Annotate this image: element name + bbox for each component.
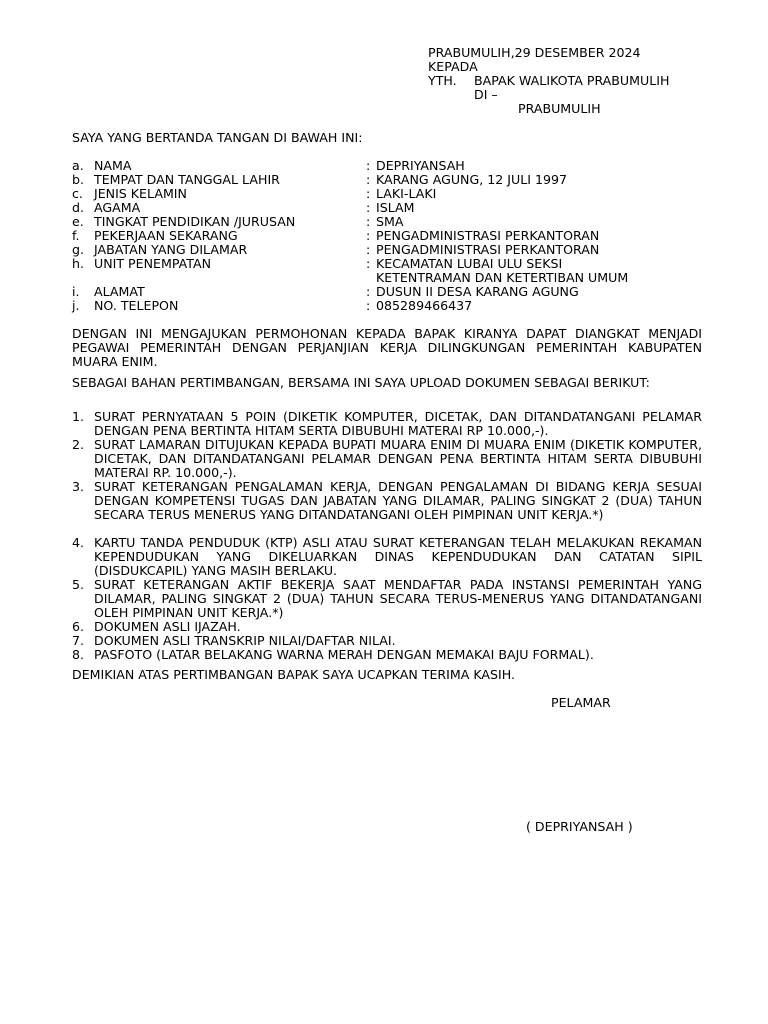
field-label: JENIS KELAMIN — [94, 186, 187, 201]
field-colon: : — [366, 242, 371, 257]
field-letter: j. — [72, 298, 80, 313]
field-value: KARANG AGUNG, 12 JULI 1997 — [376, 172, 567, 187]
list-text: DOKUMEN ASLI IJAZAH. — [94, 619, 241, 634]
field-letter: f. — [72, 228, 80, 243]
list-text: DOKUMEN ASLI TRANSKRIP NILAI/DAFTAR NILAI. — [94, 633, 396, 648]
list-text: KARTU TANDA PENDUDUK (KTP) ASLI ATAU SURAT KETERANGAN TELAH MELAKUKAN REKAMAN KEPENDUDUKAN YANG DIKELUARKAN DINAS KEPENDUDUKAN DAN CATATAN SIPIL (DISDUKCAPIL) YANG MASIH BERLAKU. — [94, 535, 702, 578]
list-number: 6. — [72, 619, 85, 634]
field-label: ALAMAT — [94, 284, 145, 299]
field-colon: : — [366, 256, 371, 271]
field-letter: d. — [72, 200, 84, 215]
field-letter: h. — [72, 256, 84, 271]
field-letter: a. — [72, 158, 84, 173]
list-number: 1. — [72, 409, 85, 424]
field-colon: : — [366, 228, 371, 243]
list-number: 7. — [72, 633, 85, 648]
recipient-name: BAPAK WALIKOTA PRABUMULIH — [474, 73, 670, 88]
place-date: PRABUMULIH,29 DESEMBER 2024 — [428, 45, 641, 60]
list-text: PASFOTO (LATAR BELAKANG WARNA MERAH DENGAN MEMAKAI BAJU FORMAL). — [94, 647, 594, 662]
field-letter: i. — [72, 284, 80, 299]
closing-line: DEMIKIAN ATAS PERTIMBANGAN BAPAK SAYA UCAPKAN TERIMA KASIH. — [72, 667, 515, 682]
field-colon: : — [366, 200, 371, 215]
documents-intro: SEBAGAI BAHAN PERTIMBANGAN, BERSAMA INI SAYA UPLOAD DOKUMEN SEBAGAI BERIKUT: — [72, 375, 650, 390]
field-colon: : — [366, 284, 371, 299]
field-colon: : — [366, 298, 371, 313]
field-letter: e. — [72, 214, 84, 229]
field-value: PENGADMINISTRASI PERKANTORAN — [376, 242, 600, 257]
to-label: KEPADA — [428, 59, 478, 74]
intro-line: SAYA YANG BERTANDA TANGAN DI BAWAH INI: — [72, 130, 363, 145]
list-text: SURAT LAMARAN DITUJUKAN KEPADA BUPATI MUARA ENIM DI MUARA ENIM (DIKETIK KOMPUTER, DICETAK, DAN DITANDATANGANI PELAMAR DENGAN PENA BERTINTA HITAM SERTA DIBUBUHI MATERAI RP. 10.000,-). — [94, 437, 702, 480]
field-label: UNIT PENEMPATAN — [94, 256, 212, 271]
field-value: KETENTRAMAN DAN KETERTIBAN UMUM — [376, 270, 629, 285]
field-label: TEMPAT DAN TANGGAL LAHIR — [94, 172, 280, 187]
request-paragraph: DENGAN INI MENGAJUKAN PERMOHONAN KEPADA BAPAK KIRANYA DAPAT DIANGKAT MENJADI PEGAWAI PEMERINTAH DENGAN PERJANJIAN KERJA DILINGKUNGAN PEMERINTAH KABUPATEN MUARA ENIM. — [72, 326, 702, 369]
field-label: TINGKAT PENDIDIKAN /JURUSAN — [94, 214, 296, 229]
list-number: 8. — [72, 647, 85, 662]
list-number: 5. — [72, 577, 85, 592]
list-text: SURAT KETERANGAN PENGALAMAN KERJA, DENGAN PENGALAMAN DI BIDANG KERJA SESUAI DENGAN KOMPETENSI TUGAS DAN JABATAN YANG DILAMAR, PALING SINGKAT 2 (DUA) TAHUN SECARA TERUS MENERUS YANG DITANDATANGANI OLEH PIMPINAN UNIT KERJA.*) — [94, 479, 702, 522]
list-text: SURAT KETERANGAN AKTIF BEKERJA SAAT MENDAFTAR PADA INSTANSI PEMERINTAH YANG DILAMAR, PALING SINGKAT 2 (DUA) TAHUN SECARA TERUS-MENERUS YANG DITANDATANGANI OLEH PIMPINAN UNIT KERJA.*) — [94, 577, 702, 620]
field-value: KECAMATAN LUBAI ULU SEKSI — [376, 256, 563, 271]
field-value: DUSUN II DESA KARANG AGUNG — [376, 284, 579, 299]
signature-role: PELAMAR — [551, 695, 611, 710]
field-colon: : — [366, 186, 371, 201]
field-letter: g. — [72, 242, 84, 257]
signature-name: ( DEPRIYANSAH ) — [526, 819, 633, 834]
field-colon: : — [366, 172, 371, 187]
field-label: PEKERJAAN SEKARANG — [94, 228, 238, 243]
di-label: DI – — [474, 87, 498, 102]
field-label: NO. TELEPON — [94, 298, 179, 313]
list-number: 4. — [72, 535, 85, 550]
letter-header — [428, 46, 669, 116]
field-value: DEPRIYANSAH — [376, 158, 465, 173]
recipient-line — [428, 74, 669, 88]
list-number: 3. — [72, 479, 85, 494]
list-number: 2. — [72, 437, 85, 452]
field-colon: : — [366, 158, 371, 173]
field-value: SMA — [376, 214, 404, 229]
field-value: 085289466437 — [376, 298, 473, 313]
field-value: LAKI-LAKI — [376, 186, 437, 201]
field-label: JABATAN YANG DILAMAR — [94, 242, 248, 257]
field-value: PENGADMINISTRASI PERKANTORAN — [376, 228, 600, 243]
list-text: SURAT PERNYATAAN 5 POIN (DIKETIK KOMPUTER, DICETAK, DAN DITANDATANGANI PELAMAR DENGAN PENA BERTINTA HITAM SERTA DIBUBUHI MATERAI RP 10.000,-). — [94, 409, 702, 438]
yth-label: YTH. — [428, 73, 457, 88]
field-label: AGAMA — [94, 200, 141, 215]
field-label: NAMA — [94, 158, 132, 173]
field-letter: c. — [72, 186, 83, 201]
field-letter: b. — [72, 172, 84, 187]
field-value: ISLAM — [376, 200, 415, 215]
field-colon: : — [366, 214, 371, 229]
recipient-city: PRABUMULIH — [518, 101, 601, 116]
